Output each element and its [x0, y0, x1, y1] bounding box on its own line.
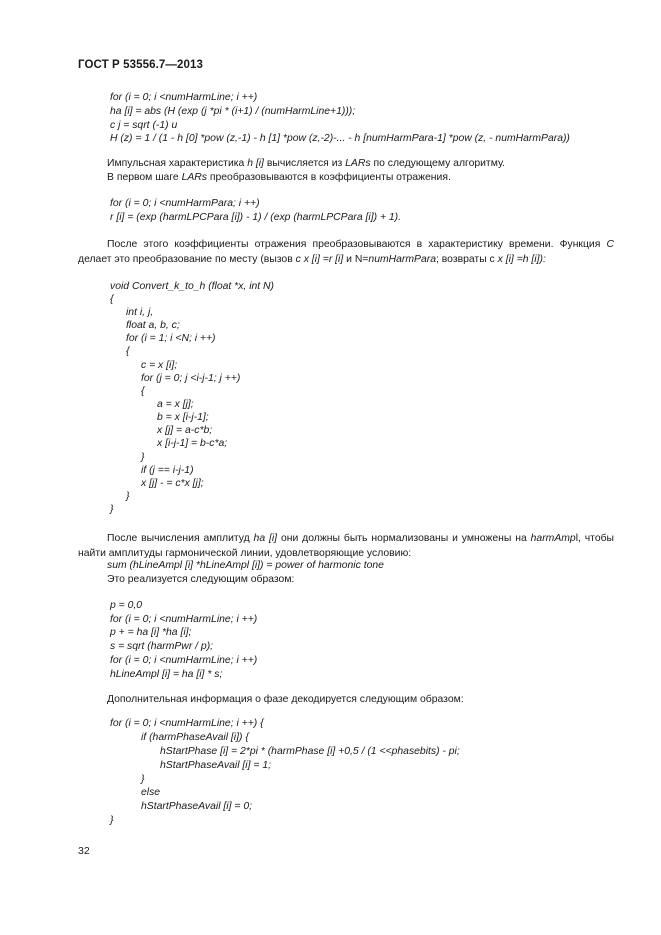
code-line: ha [i] = abs (H (exp (j *pi * (i+1) / (numHarmLine+1))); [110, 106, 356, 117]
code-line: r [i] = (exp (harmLPCPara [i]) - 1) / (exp (harmLPCPara [i]) + 1). [110, 212, 402, 223]
code-line: for (i = 0; i <numHarmLine; i ++) [110, 92, 258, 103]
code-line: { [141, 386, 145, 397]
code-line: for (i = 0; i <numHarmPara; i ++) [110, 198, 260, 209]
code-line: void Convert_k_to_h (float *x, int N) [110, 281, 275, 292]
paragraph-phase: Дополнительная информация о фазе декодируется следующим образом: [107, 694, 464, 705]
code-line: a = x [j]; [157, 399, 194, 410]
code-line: } [126, 491, 130, 502]
code-line: s = sqrt (harmPwr / p); [110, 641, 214, 652]
formula-condition: sum (hLineAmpl [i] *hLineAmpl [i]) = power of harmonic tone [107, 560, 384, 571]
code-line: for (i = 0; i <numHarmLine; i ++) { [110, 718, 264, 729]
code-line: { [110, 294, 114, 305]
document-header: ГОСТ Р 53556.7—2013 [78, 59, 203, 71]
code-line: } [141, 774, 145, 785]
code-line: hStartPhaseAvail [i] = 1; [160, 760, 271, 771]
code-line: if (j == i-j-1) [141, 465, 194, 476]
code-line: c j = sqrt (-1) и [110, 120, 178, 131]
code-line: hLineAmpl [i] = ha [i] * s; [110, 669, 223, 680]
code-line: c = x [i]; [141, 360, 178, 371]
code-line: float a, b, c; [126, 320, 180, 331]
code-line: for (i = 0; i <numHarmLine; i ++) [110, 614, 258, 625]
code-line: p + = ha [i] *ha [i]; [110, 627, 192, 638]
code-line: p = 0,0 [110, 600, 143, 611]
code-line: hStartPhase [i] = 2*pi * (harmPhase [i] +0,5 / (1 <<phasebits) - pi; [160, 746, 460, 757]
code-line: { [126, 346, 130, 357]
code-line: x [j] = a-c*b; [157, 425, 213, 436]
page-number: 32 [78, 845, 90, 857]
code-line: } [110, 504, 114, 515]
code-line: for (j = 0; j <i-j-1; j ++) [141, 373, 241, 384]
code-line: x [j] - = c*x [j]; [141, 478, 204, 489]
paragraph-implementation: Это реализуется следующим образом: [107, 574, 295, 585]
code-line: } [141, 452, 145, 463]
paragraph-impulse: Импульсная характеристика h [i] вычисляется из LARs по следующему алгоритму. [107, 158, 505, 169]
code-line: else [141, 787, 161, 798]
code-line: for (i = 1; i <N; i ++) [126, 333, 216, 344]
paragraph-first-step: В первом шаге LARs преобразовываются в коэффициенты отражения. [107, 172, 451, 183]
code-line: for (i = 0; i <numHarmLine; i ++) [110, 655, 258, 666]
paragraph-reflection: После этого коэффициенты отражения преобразовываются в характеристику времени. Функция С делает это преобразование по месту (вызов с x [i] =r [i] и N=numHarmPara; возвраты с x [i] =h [i]): [78, 239, 614, 265]
code-line: x [i-j-1] = b-c*a; [157, 438, 228, 449]
code-line: b = x [i-j-1]; [157, 412, 209, 423]
paragraph-amplitudes: После вычисления амплитуд ha [i] они должны быть нормализованы и умножены на harmAmpl, чтобы найти амплитуды гармонической линии, удовлетворяющие условию: [78, 533, 615, 559]
code-line: hStartPhaseAvail [i] = 0; [141, 801, 252, 812]
code-line: H (z) = 1 / (1 - h [0] *pow (z,-1) - h [1] *pow (z,-2)-... - h [numHarmPara-1] *pow (z, - numHarmPara)) [110, 133, 570, 144]
code-line: int i, j, [126, 307, 154, 318]
code-line: } [110, 815, 114, 826]
code-line: if (harmPhaseAvail [i]) { [141, 732, 249, 743]
